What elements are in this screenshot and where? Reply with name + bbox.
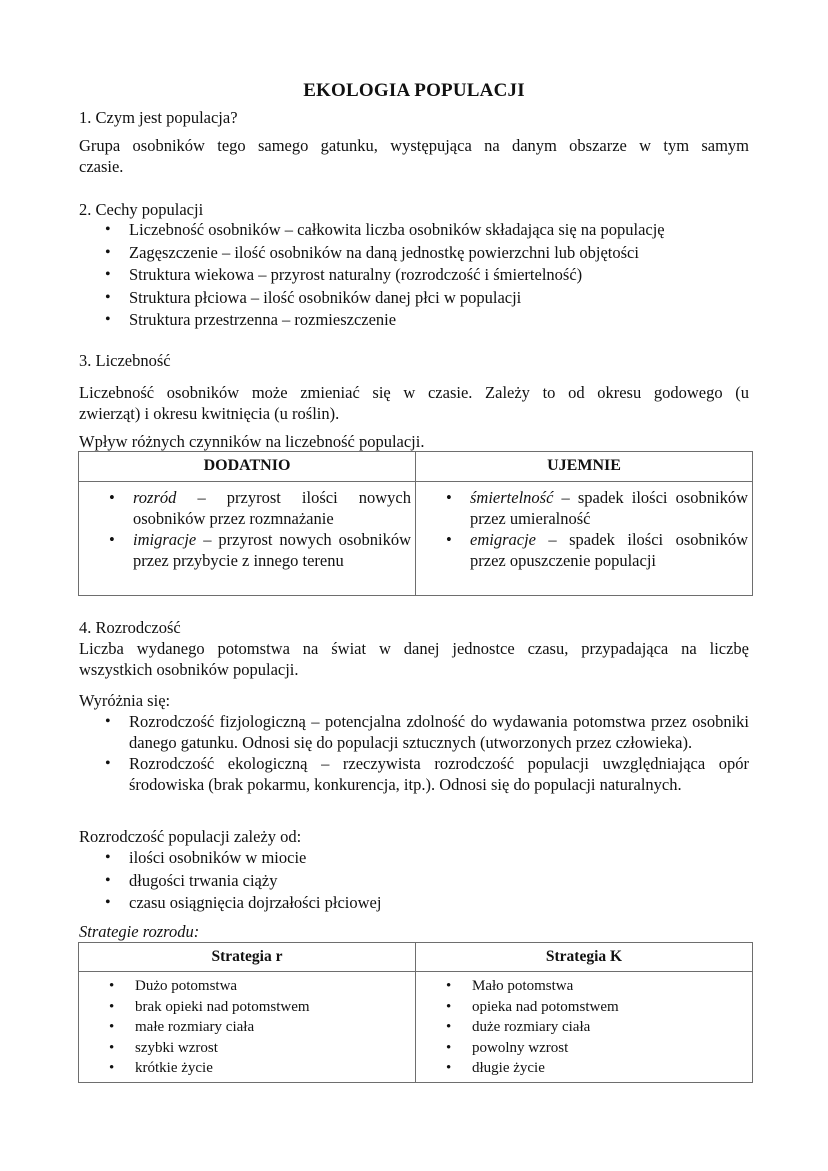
positive-factors-cell <box>79 482 416 596</box>
header-strategy-k: Strategia K <box>416 943 753 972</box>
section-3-heading: 3. Liczebność <box>79 351 171 370</box>
header-positive: DODATNIO <box>79 452 416 482</box>
reproduction-strategies-table <box>78 942 753 1083</box>
list-item: • długości trwania ciąży <box>79 870 749 893</box>
list-item: • Mało potomstwa <box>416 976 752 997</box>
population-factors-table <box>78 451 753 596</box>
list-item: • ilości osobników w miocie <box>79 847 749 870</box>
section-3-text-line-1: Liczebność osobników może zmieniać się w czasie. Zależy to od okresu godowego (u <box>79 383 749 402</box>
list-item: • Rozrodczość fizjologiczną – potencjalna zdolność do wydawania potomstwa przez osobniki danego gatunku. Odnosi się do populacji sztucznych (utworzonych przez człowieka). <box>79 711 749 753</box>
strategy-k-cell <box>416 972 753 1083</box>
list-item: • Rozrodczość ekologiczną – rzeczywista rozrodczość populacji uwzględniająca opór środowiska (brak pokarmu, konkurencja, itp.). Odnosi się do populacji naturalnych. <box>79 753 749 795</box>
header-negative: UJEMNIE <box>416 452 753 482</box>
list-item: • imigracje – przyrost nowych osobników przez przybycie z innego terenu <box>79 529 415 571</box>
section-1-text-line-2: czasie. <box>79 157 124 176</box>
section-2-heading: 2. Cechy populacji <box>79 200 204 219</box>
section-1-text-line-1: Grupa osobników tego samego gatunku, występująca na danym obszarze w tym samym <box>79 136 749 155</box>
negative-factors-cell <box>416 482 753 596</box>
section-1-heading: 1. Czym jest populacja? <box>79 108 238 127</box>
section-4-heading: 4. Rozrodczość <box>79 618 181 637</box>
list-item: • Struktura przestrzenna – rozmieszczenie <box>79 309 759 332</box>
list-item: • śmiertelność – spadek ilości osobników przez umieralność <box>416 487 752 529</box>
depends-list <box>79 847 749 915</box>
list-item: • małe rozmiary ciała <box>79 1017 415 1038</box>
list-item: • opieka nad potomstwem <box>416 997 752 1018</box>
strategies-caption: Strategie rozrodu: <box>79 922 200 941</box>
list-item: • czasu osiągnięcia dojrzałości płciowej <box>79 892 749 915</box>
list-item: • Liczebność osobników – całkowita liczba osobników składająca się na populację <box>79 219 759 242</box>
section-4-text-line-2: wszystkich osobników populacji. <box>79 660 299 679</box>
header-strategy-r: Strategia r <box>79 943 416 972</box>
table-caption: Wpływ różnych czynników na liczebność populacji. <box>79 432 425 451</box>
population-features-list <box>79 219 759 332</box>
list-item: • Zagęszczenie – ilość osobników na daną jednostkę powierzchni lub objętości <box>79 242 759 265</box>
list-item: • rozród – przyrost ilości nowych osobników przez rozmnażanie <box>79 487 415 529</box>
list-item: • szybki wzrost <box>79 1038 415 1059</box>
list-item: • duże rozmiary ciała <box>416 1017 752 1038</box>
page-title: EKOLOGIA POPULACJI <box>303 80 525 101</box>
list-item: • Struktura wiekowa – przyrost naturalny (rozrodczość i śmiertelność) <box>79 264 759 287</box>
list-item: • Dużo potomstwa <box>79 976 415 997</box>
list-item: • Struktura płciowa – ilość osobników danej płci w populacji <box>79 287 759 310</box>
section-3-text-line-2: zwierząt) i okresu kwitnięcia (u roślin). <box>79 404 340 423</box>
list-item: • powolny wzrost <box>416 1038 752 1059</box>
fertility-types-list <box>79 711 749 795</box>
depends-label: Rozrodczość populacji zależy od: <box>79 827 302 846</box>
distinguish-label: Wyróżnia się: <box>79 691 171 710</box>
section-4-text-line-1: Liczba wydanego potomstwa na świat w danej jednostce czasu, przypadająca na liczbę <box>79 639 749 658</box>
list-item: • brak opieki nad potomstwem <box>79 997 415 1018</box>
list-item: • emigracje – spadek ilości osobników przez opuszczenie populacji <box>416 529 752 571</box>
list-item: • długie życie <box>416 1058 752 1079</box>
strategy-r-cell <box>79 972 416 1083</box>
list-item: • krótkie życie <box>79 1058 415 1079</box>
